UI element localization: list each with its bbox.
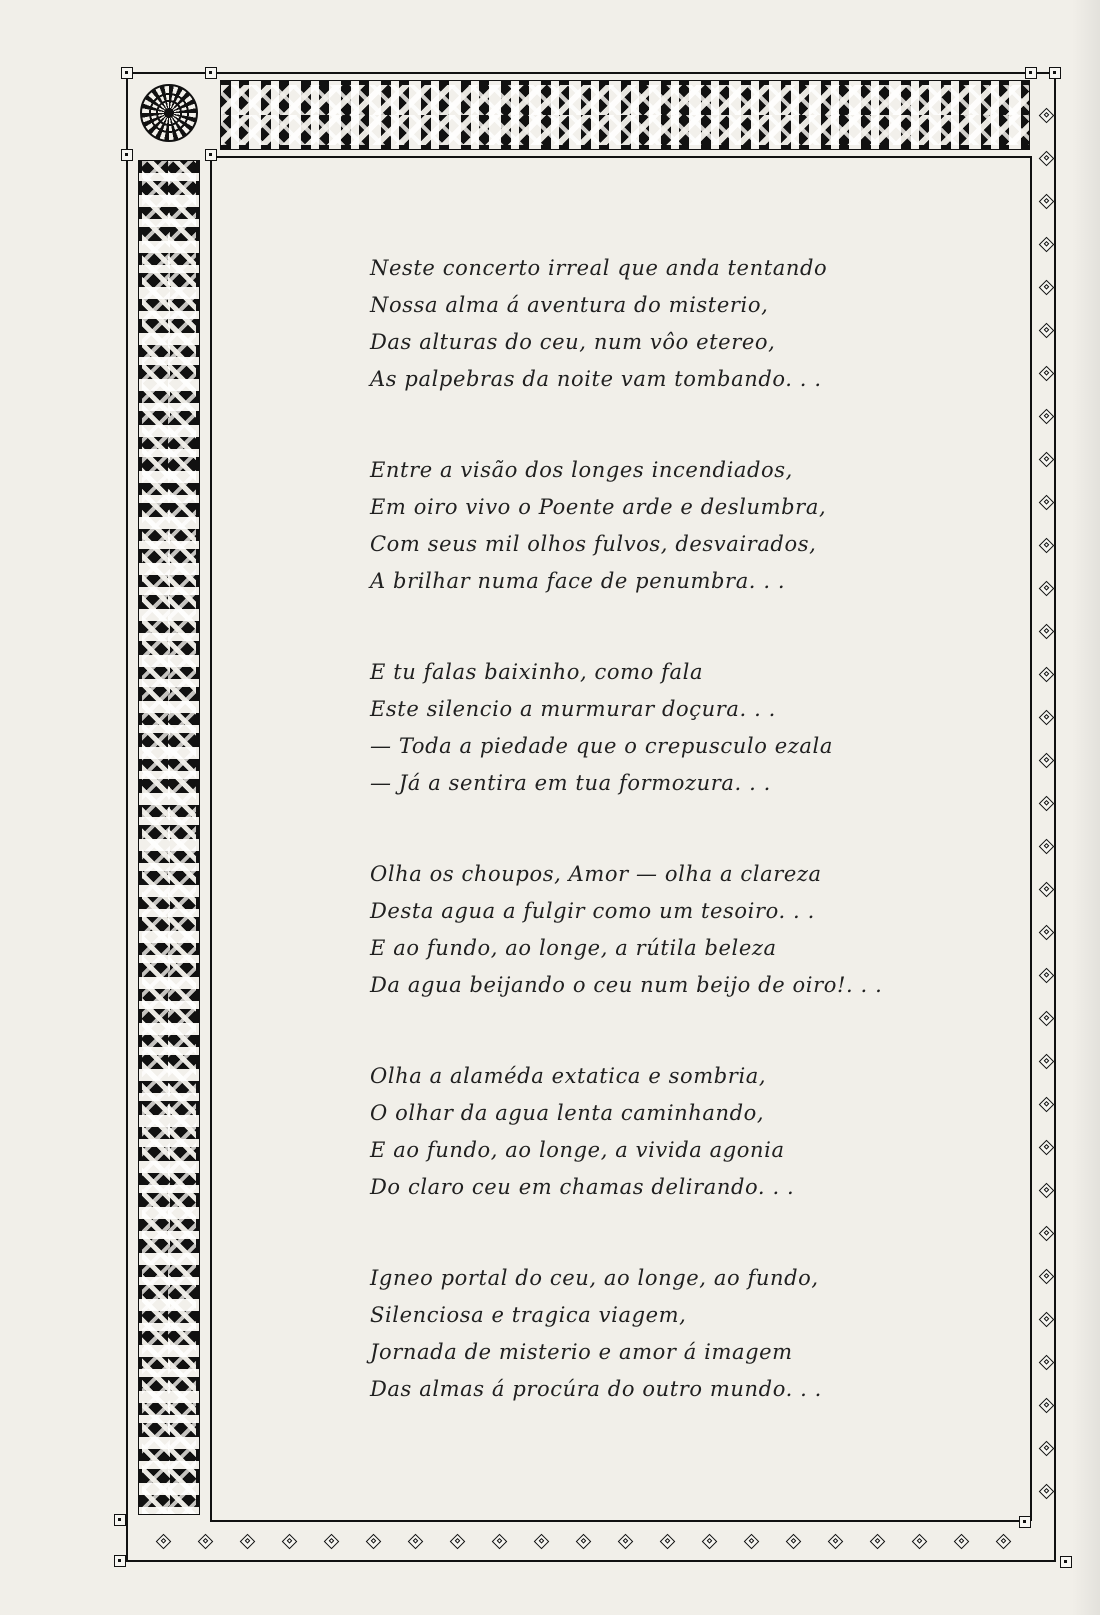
- diamond-icon: [282, 1534, 298, 1550]
- poem-line: As palpebras da noite vam tombando. . .: [370, 367, 822, 391]
- diamond-icon: [1039, 1484, 1055, 1500]
- outer-frame-bottom: [126, 1560, 1056, 1562]
- poem-line: E ao fundo, ao longe, a vivida agonia: [370, 1138, 785, 1162]
- poem-line: Desta agua a fulgir como um tesoiro. . .: [370, 899, 815, 923]
- diamond-icon: [408, 1534, 424, 1550]
- diamond-icon: [1039, 1183, 1055, 1199]
- stanza-1: [370, 250, 870, 398]
- diamond-icon: [156, 1534, 172, 1550]
- stanza-5: [370, 1058, 870, 1206]
- diamond-icon: [1039, 1140, 1055, 1156]
- poem-line: Neste concerto irreal que anda tentando: [370, 256, 828, 280]
- diamond-icon: [744, 1534, 760, 1550]
- diamond-icon: [1039, 237, 1055, 253]
- poem-line: Com seus mil olhos fulvos, desvairados,: [370, 532, 817, 556]
- diamond-icon: [1039, 495, 1055, 511]
- poem-line: Este silencio a murmurar doçura. . .: [370, 697, 776, 721]
- poem-line: O olhar da agua lenta caminhando,: [370, 1101, 765, 1125]
- diamond-icon: [1039, 667, 1055, 683]
- poem-line: Entre a visão dos longes incendiados,: [370, 458, 793, 482]
- corner-box-top-right: [1049, 67, 1061, 79]
- diamond-icon: [240, 1534, 256, 1550]
- diamond-icon: [1039, 1269, 1055, 1285]
- corner-box-mid-inner-left: [205, 149, 217, 161]
- diamond-icon: [1039, 108, 1055, 124]
- diamond-icon: [324, 1534, 340, 1550]
- corner-box-bottom-left-lower: [114, 1555, 126, 1567]
- poem-line: Silenciosa e tragica viagem,: [370, 1303, 687, 1327]
- right-diamond-ornaments: [1037, 110, 1057, 1520]
- diamond-icon: [198, 1534, 214, 1550]
- diamond-icon: [1039, 1441, 1055, 1457]
- outer-frame-top: [126, 72, 1056, 74]
- poem-text: [370, 250, 883, 1408]
- poem-line: Das almas á procúra do outro mundo. . .: [370, 1377, 822, 1401]
- corner-box-bottom-right-lower: [1060, 1556, 1072, 1568]
- diamond-icon: [1039, 323, 1055, 339]
- diamond-icon: [576, 1534, 592, 1550]
- poem-line: Jornada de misterio e amor á imagem: [370, 1340, 793, 1364]
- diamond-icon: [1039, 366, 1055, 382]
- inner-frame-right: [1030, 156, 1032, 1521]
- diamond-icon: [1039, 1054, 1055, 1070]
- diamond-icon: [1039, 1398, 1055, 1414]
- poem-line: E tu falas baixinho, como fala: [370, 660, 704, 684]
- poem-line: Em oiro vivo o Poente arde e deslumbra,: [370, 495, 827, 519]
- diamond-icon: [1039, 753, 1055, 769]
- inner-frame-bottom: [210, 1520, 1030, 1522]
- page-shadow: [1072, 0, 1100, 1615]
- ornamental-medallion: [140, 84, 198, 142]
- diamond-icon: [1039, 1097, 1055, 1113]
- corner-box-top-inner-right: [1025, 67, 1037, 79]
- diamond-icon: [870, 1534, 886, 1550]
- stanza-6: [370, 1260, 870, 1408]
- diamond-icon: [1039, 796, 1055, 812]
- corner-box-top-left: [121, 67, 133, 79]
- poem-line: Do claro ceu em chamas delirando. . .: [370, 1175, 795, 1199]
- diamond-icon: [1039, 624, 1055, 640]
- poem-line: — Já a sentira em tua formozura. . .: [370, 771, 771, 795]
- diamond-icon: [1039, 968, 1055, 984]
- diamond-icon: [1039, 925, 1055, 941]
- diamond-icon: [996, 1534, 1012, 1550]
- poem-line: — Toda a piedade que o crepusculo ezala: [370, 734, 833, 758]
- diamond-icon: [534, 1534, 550, 1550]
- diamond-icon: [1039, 581, 1055, 597]
- left-ornamental-border: [138, 160, 200, 1515]
- poem-line: Olha os choupos, Amor — olha a clareza: [370, 862, 822, 886]
- stanza-2: [370, 452, 870, 600]
- poem-line: Das alturas do ceu, num vôo etereo,: [370, 330, 776, 354]
- diamond-icon: [1039, 1226, 1055, 1242]
- corner-box-bottom-right-upper: [1019, 1516, 1031, 1528]
- poem-line: A brilhar numa face de penumbra. . .: [370, 569, 786, 593]
- corner-box-mid-left: [121, 149, 133, 161]
- diamond-icon: [1039, 452, 1055, 468]
- top-ornamental-border: [220, 80, 1030, 150]
- poem-line: Igneo portal do ceu, ao longe, ao fundo,: [370, 1266, 819, 1290]
- poem-line: Da agua beijando o ceu num beijo de oiro!. . .: [370, 973, 883, 997]
- corner-box-top-inner-left: [205, 67, 217, 79]
- corner-box-bottom-left-upper: [114, 1514, 126, 1526]
- diamond-icon: [786, 1534, 802, 1550]
- poem-line: Nossa alma á aventura do misterio,: [370, 293, 769, 317]
- diamond-icon: [954, 1534, 970, 1550]
- bottom-diamond-ornaments: [150, 1532, 1030, 1552]
- diamond-icon: [366, 1534, 382, 1550]
- diamond-icon: [660, 1534, 676, 1550]
- diamond-icon: [1039, 1011, 1055, 1027]
- diamond-icon: [1039, 710, 1055, 726]
- diamond-icon: [618, 1534, 634, 1550]
- inner-frame-top: [210, 156, 1030, 158]
- diamond-icon: [1039, 151, 1055, 167]
- diamond-icon: [828, 1534, 844, 1550]
- diamond-icon: [492, 1534, 508, 1550]
- diamond-icon: [1039, 882, 1055, 898]
- diamond-icon: [1039, 409, 1055, 425]
- diamond-icon: [702, 1534, 718, 1550]
- stanza-4: [370, 856, 883, 1004]
- diamond-icon: [1039, 839, 1055, 855]
- diamond-icon: [912, 1534, 928, 1550]
- stanza-3: [370, 654, 870, 802]
- inner-frame-left: [210, 156, 212, 1521]
- diamond-icon: [450, 1534, 466, 1550]
- outer-frame-left: [126, 72, 128, 1562]
- poem-line: E ao fundo, ao longe, a rútila beleza: [370, 936, 777, 960]
- diamond-icon: [1039, 1355, 1055, 1371]
- diamond-icon: [1039, 538, 1055, 554]
- diamond-icon: [1039, 194, 1055, 210]
- diamond-icon: [1039, 1312, 1055, 1328]
- diamond-icon: [1039, 280, 1055, 296]
- poem-line: Olha a alaméda extatica e sombria,: [370, 1064, 767, 1088]
